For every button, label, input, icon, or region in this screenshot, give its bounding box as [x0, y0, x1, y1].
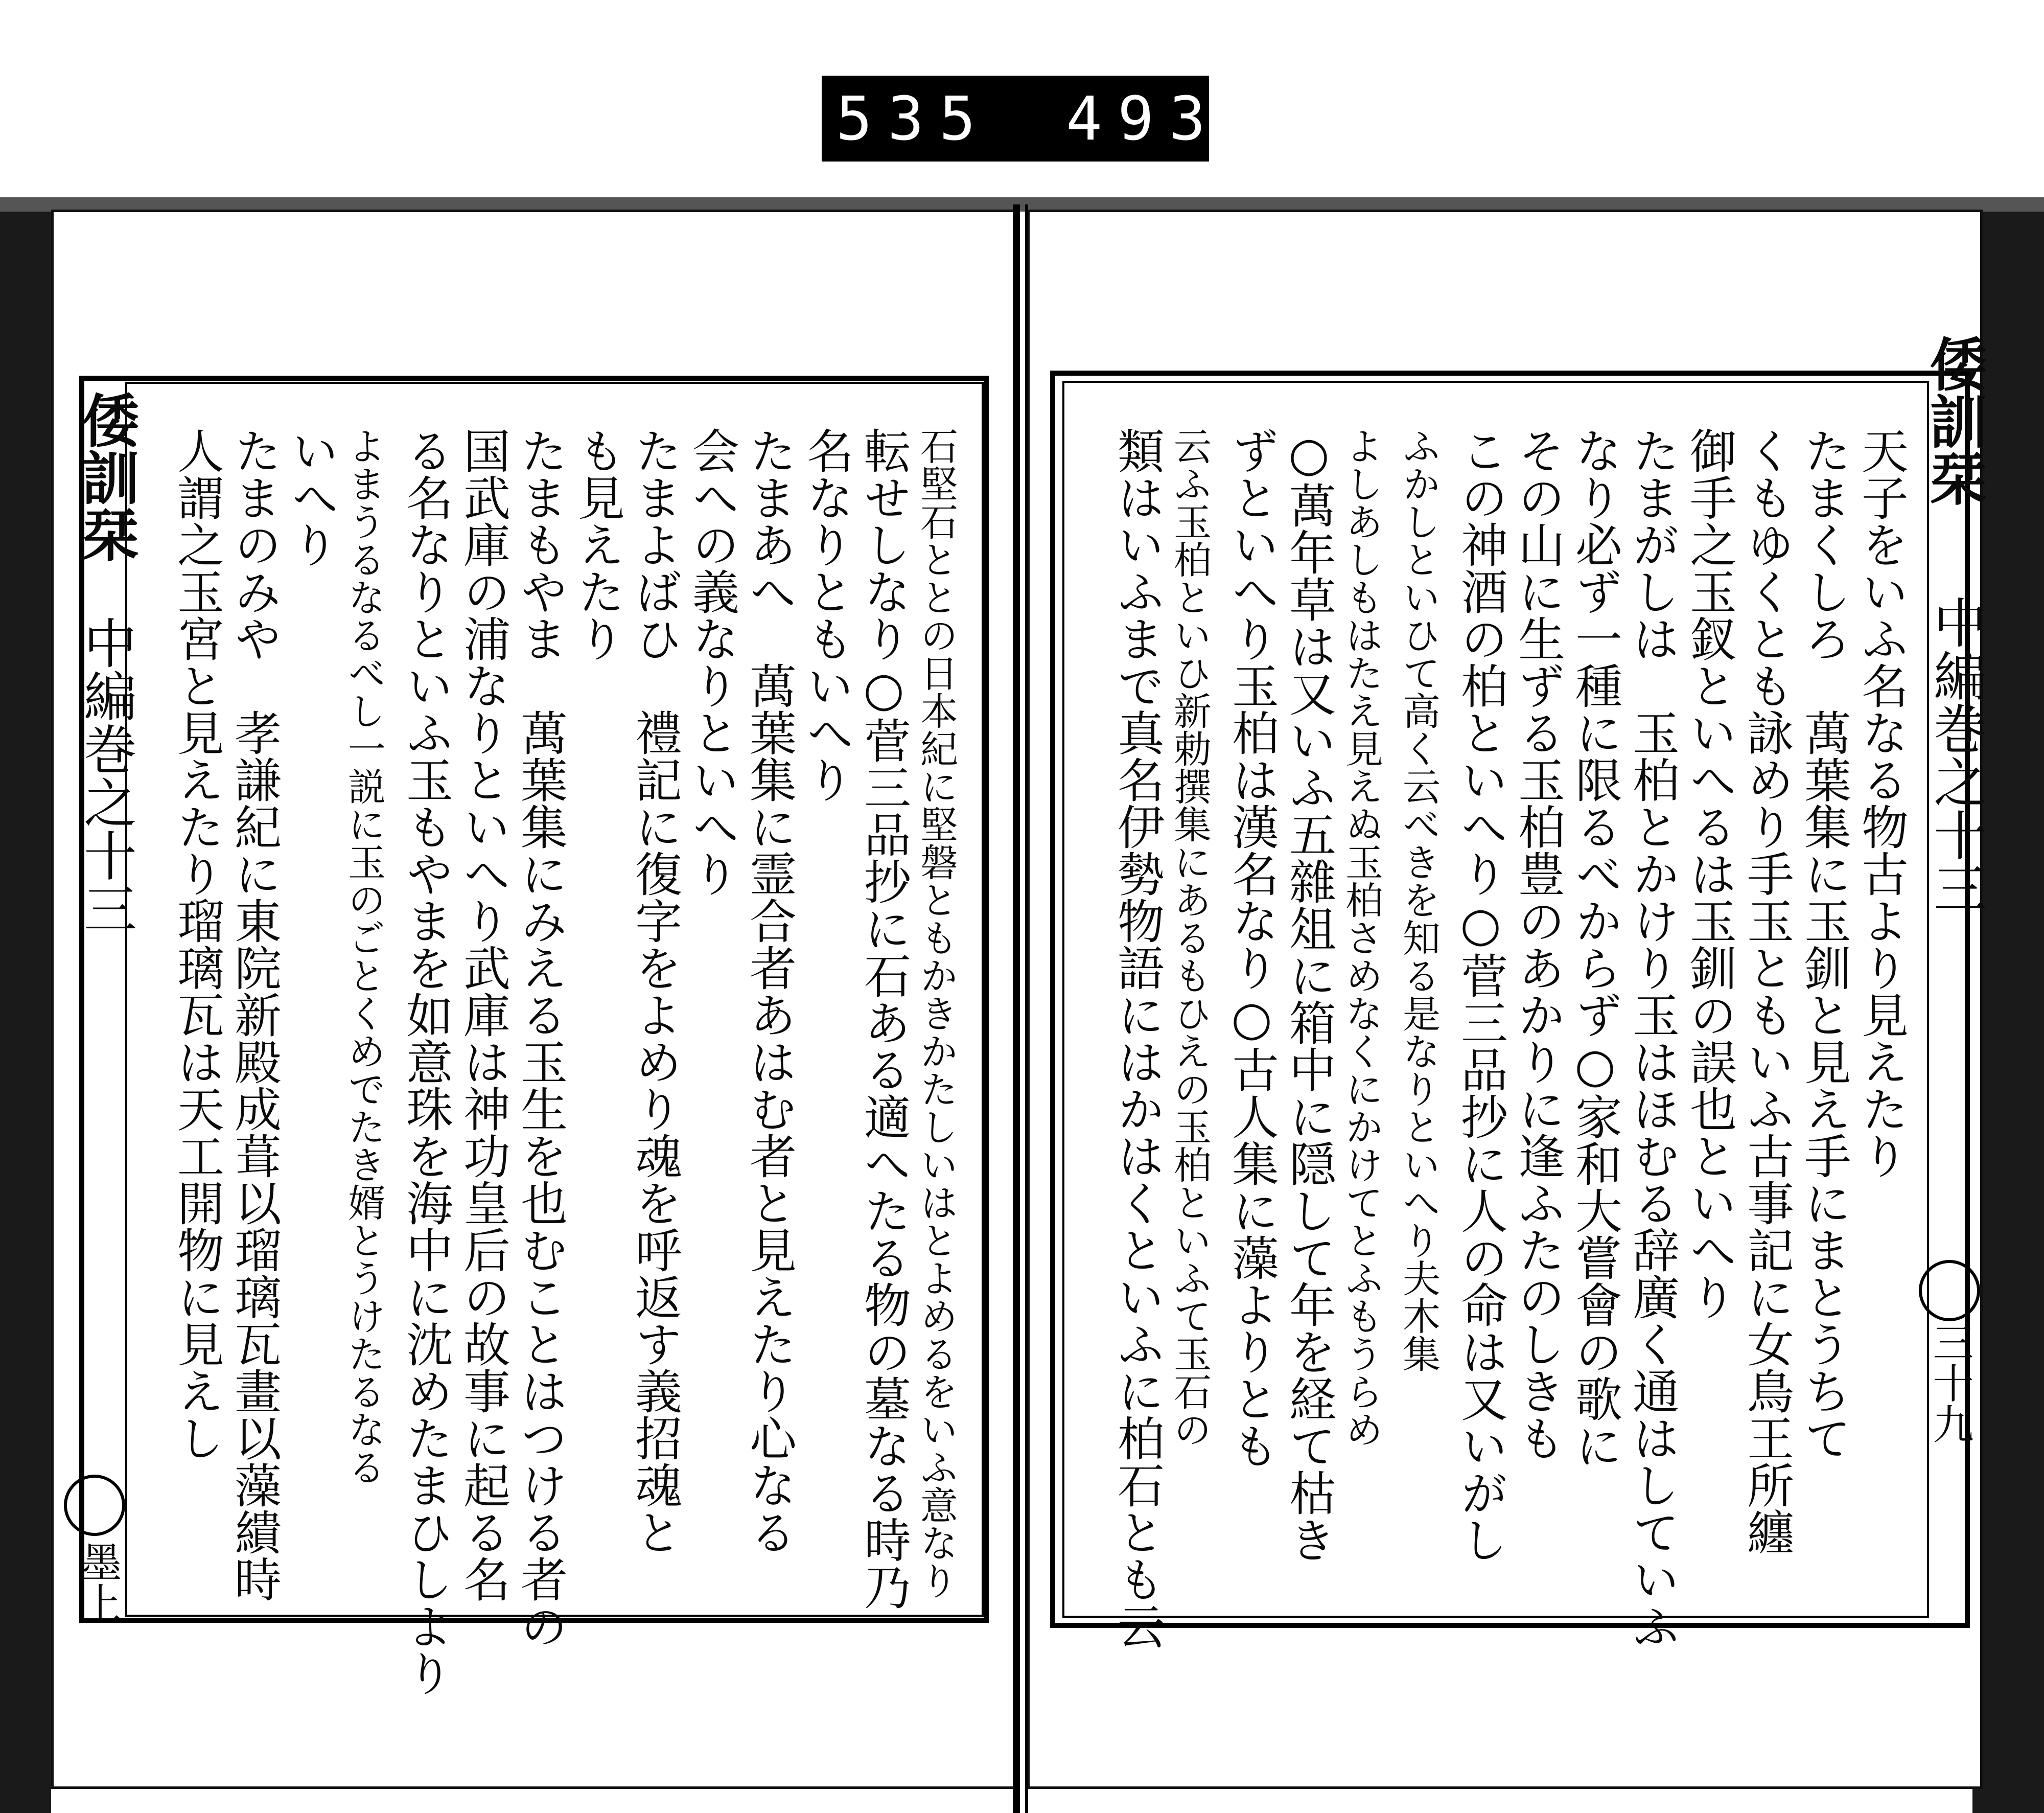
right-page-text-column: くもゆくとも詠めり手玉ともいふ古事記に女鳥王所纏: [1739, 427, 1794, 1555]
left-page-text-column: 人謂之玉宮と見えたり瑠璃瓦は天工開物に見えし: [170, 427, 224, 1461]
left-page-text-column: たまもやま 萬葉集にみえる玉生を也むことはつける者の: [513, 427, 568, 1649]
left-page-text-column: 石堅石ととの日本紀に堅磐ともかきかたしいはとよめるをいふ意なり: [914, 427, 958, 1599]
catalog-number-left: 535: [836, 83, 991, 154]
right-page-text-column: ずといへり玉柏は漢名なり○古人集に藻よりとも: [1224, 427, 1279, 1469]
right-page-text-column: たまくしろ 萬葉集に玉釧と見え手にまとうちて: [1797, 427, 1851, 1461]
left-page-text-column: 名なりともいへり: [799, 427, 854, 803]
right-page: [1027, 210, 1987, 1789]
left-page-text-column: 転せしなり○菅三品抄に石ある適へたる物の墓なる時乃: [856, 427, 911, 1610]
right-page-title: 倭訓栞: [1920, 335, 1987, 507]
left-page-volume: 中編巻之十三: [75, 616, 137, 935]
catalog-number-label: [822, 76, 1221, 162]
left-page: [51, 210, 1017, 1789]
right-page-text-column: よしあしもはたえ見えぬ玉柏さめなくにかけてとふもうらめ: [1339, 427, 1383, 1448]
left-page-circle-mark: [64, 1475, 125, 1536]
left-page-text-column: 会への義なりといへり: [685, 427, 739, 897]
book-spine-line-left: [1013, 204, 1020, 1813]
left-page-text-column: る名なりといふ玉もやまを如意珠を海中に沈めたまひしより: [399, 427, 453, 1696]
right-page-text-column: ふかしといひて高く云べきを知る是なりといへり夫木集: [1397, 427, 1441, 1372]
right-page-text-column: 類はいふまで真名伊勢物語にはかはくといふに柏石とも云: [1110, 427, 1165, 1649]
left-page-text-column: たまよばひ 禮記に復字をよめり魂を呼返す義招魂と: [628, 427, 682, 1555]
left-page-text-column: たまあへ 萬葉集に霊合者あはむ者と見えたり心なる: [742, 427, 797, 1555]
right-page-text-column: ○萬年草は又いふ五雜俎に箱中に隠して年を経て枯き: [1282, 427, 1336, 1563]
left-page-margin-note: 墨上: [74, 1541, 122, 1623]
right-page-volume: 中編巻之十三: [1924, 595, 1987, 914]
left-page-text-column: たまのみや 孝謙紀に東院新殿成葺以瑠璃瓦畫以藻繢時: [227, 427, 282, 1602]
catalog-number-right: 493: [1066, 83, 1221, 154]
left-page-text-column: も見えたり: [570, 427, 625, 662]
scan-shadow-left: [0, 204, 51, 1813]
right-page-circle-mark: [1919, 1260, 1980, 1321]
right-page-text-column: たまがしは 玉柏とかけり玉はほむる辞廣く通はしていふ: [1625, 427, 1680, 1649]
right-page-text-column: この神酒の柏といへり○菅三品抄に人の命は又いがし: [1453, 427, 1508, 1563]
right-page-margin-note: 三十九: [1926, 1321, 1973, 1444]
right-page-text-column: 天子をいふ名なる物古より見えたり: [1854, 427, 1909, 1179]
left-page-text-column: 国武庫の浦なりといへり武庫は神功皇后の故事に起る名: [456, 427, 510, 1602]
left-page-title: 倭訓栞: [73, 391, 140, 563]
right-page-text-column: 御手之玉釵といへるは玉釧の誤也といへり: [1682, 427, 1737, 1320]
right-page-text-column: 云ふ玉柏といひ新勅撰集にあるもひえの玉柏といふて玉石の: [1168, 427, 1212, 1448]
right-page-text-column: その山に生ずる玉柏豊のあかりに逢ふたのしきも: [1511, 427, 1565, 1461]
right-page-text-column: なり必ず一種に限るべからず○家和大嘗會の歌に: [1568, 427, 1622, 1469]
left-page-text-column: よまうるなるべし一説に玉のごとくめでたき婿とうけたるなる: [342, 427, 386, 1486]
left-page-text-column: いへり: [284, 427, 339, 568]
book-spine-line-right: [1025, 204, 1028, 1813]
